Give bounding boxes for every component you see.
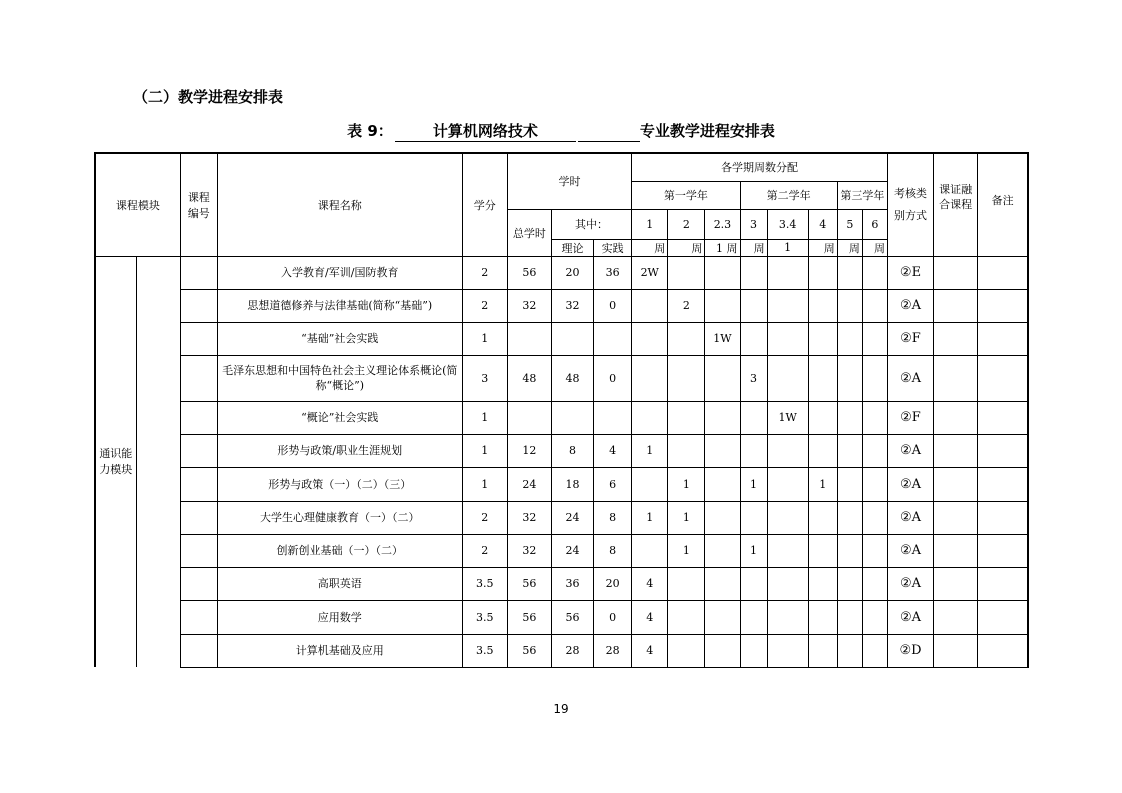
semester-s1: 1 [632,434,668,467]
cert-cell [934,501,978,534]
header-year2: 第二学年 [740,181,837,209]
exam-type: ②A [887,534,933,567]
course-practice-hours: 6 [594,467,632,501]
semester-s2 [668,600,705,634]
exam-type: ②A [887,600,933,634]
header-sem-2-3: 2.3 [705,209,740,239]
course-practice-hours [594,401,632,434]
semester-s5 [837,634,862,667]
table-row [95,534,1028,567]
course-practice-hours: 8 [594,534,632,567]
semester-s4 [808,634,837,667]
header-year3: 第三学年 [837,181,887,209]
course-credits: 3.5 [462,634,507,667]
course-theory-hours: 56 [551,600,593,634]
course-total-hours: 32 [507,534,551,567]
semester-s34: 1W [767,401,808,434]
semester-s23 [705,600,740,634]
course-total-hours: 56 [507,256,551,289]
semester-s23 [705,289,740,322]
header-code: 课程编号 [180,153,217,256]
semester-s6 [862,567,887,600]
semester-s4: 1 [808,467,837,501]
semester-s3 [740,256,767,289]
semester-s34 [767,289,808,322]
semester-s6 [862,467,887,501]
notes-cell [978,256,1028,289]
exam-type: ②F [887,401,933,434]
semester-s23 [705,567,740,600]
semester-s1 [632,289,668,322]
semester-s3 [740,401,767,434]
semester-s3 [740,434,767,467]
semester-s3 [740,501,767,534]
course-credits: 3 [462,355,507,401]
semester-s1: 4 [632,600,668,634]
semester-s1 [632,355,668,401]
course-theory-hours: 28 [551,634,593,667]
course-code [180,600,217,634]
week-label-6: 周 [862,239,887,256]
course-code [180,355,217,401]
course-name: “概论”社会实践 [217,401,462,434]
semester-s5 [837,355,862,401]
course-practice-hours: 0 [594,289,632,322]
exam-type: ②A [887,434,933,467]
semester-s5 [837,534,862,567]
exam-type: ②A [887,467,933,501]
notes-cell [978,534,1028,567]
semester-s2 [668,322,705,355]
semester-s34 [767,256,808,289]
notes-cell [978,401,1028,434]
semester-s34 [767,567,808,600]
semester-s5 [837,256,862,289]
semester-s23 [705,634,740,667]
course-credits: 3.5 [462,600,507,634]
semester-s34 [767,322,808,355]
semester-s6 [862,289,887,322]
semester-s2 [668,567,705,600]
semester-s5 [837,467,862,501]
course-code [180,434,217,467]
header-year1: 第一学年 [632,181,740,209]
course-code [180,501,217,534]
week-label-2-3: 1 周 [705,239,740,256]
header-hours: 学时 [507,153,631,209]
header-sem-3-4: 3.4 [767,209,808,239]
semester-s3 [740,567,767,600]
semester-s4 [808,434,837,467]
table-row [95,355,1028,401]
semester-s5 [837,567,862,600]
cert-cell [934,534,978,567]
semester-s6 [862,434,887,467]
course-practice-hours: 28 [594,634,632,667]
table-body [95,256,1028,667]
cert-cell [934,434,978,467]
semester-s1: 4 [632,567,668,600]
cert-cell [934,401,978,434]
header-sem-3: 3 [740,209,767,239]
cert-cell [934,567,978,600]
table-row [95,600,1028,634]
table-row [95,434,1028,467]
week-label-4: 周 [808,239,837,256]
course-code [180,467,217,501]
header-sem-4: 4 [808,209,837,239]
week-label-3-4: 1 [767,239,808,256]
exam-type: ②D [887,634,933,667]
course-theory-hours: 32 [551,289,593,322]
header-cert: 课证融合课程 [934,153,978,256]
notes-cell [978,467,1028,501]
semester-s2: 1 [668,534,705,567]
semester-s3 [740,600,767,634]
header-distribution: 各学期周数分配 [632,153,888,181]
table-row [95,256,1028,289]
course-total-hours: 24 [507,467,551,501]
course-total-hours: 56 [507,567,551,600]
course-name: 大学生心理健康教育（一）（二） [217,501,462,534]
semester-s4 [808,501,837,534]
course-theory-hours: 24 [551,534,593,567]
course-theory-hours: 48 [551,355,593,401]
table-row [95,501,1028,534]
semester-s23 [705,401,740,434]
cert-cell [934,634,978,667]
semester-s6 [862,600,887,634]
course-practice-hours [594,322,632,355]
semester-s2 [668,401,705,434]
course-code [180,534,217,567]
semester-s34 [767,634,808,667]
course-credits: 1 [462,322,507,355]
course-credits: 1 [462,434,507,467]
semester-s5 [837,600,862,634]
page-number: 19 [553,702,569,716]
caption-prefix: 表 9： [347,122,393,140]
semester-s23 [705,355,740,401]
semester-s5 [837,401,862,434]
course-practice-hours: 0 [594,600,632,634]
course-credits: 2 [462,534,507,567]
semester-s34 [767,467,808,501]
header-theory: 理论 [551,239,593,256]
semester-s34 [767,434,808,467]
semester-s34 [767,355,808,401]
notes-cell [978,501,1028,534]
course-code [180,634,217,667]
course-practice-hours: 0 [594,355,632,401]
exam-type: ②A [887,355,933,401]
header-sem-1: 1 [632,209,668,239]
semester-s34 [767,501,808,534]
header-of-which: 其中： [551,209,631,239]
course-total-hours [507,401,551,434]
semester-s3: 1 [740,467,767,501]
semester-s5 [837,289,862,322]
course-practice-hours: 36 [594,256,632,289]
exam-type: ②A [887,501,933,534]
exam-type: ②A [887,289,933,322]
week-label-5: 周 [837,239,862,256]
week-label-1: 周 [632,239,668,256]
semester-s2 [668,434,705,467]
semester-s6 [862,401,887,434]
semester-s6 [862,534,887,567]
semester-s34 [767,534,808,567]
header-exam: 考核类别方式 [887,153,933,256]
course-name: 应用数学 [217,600,462,634]
course-code [180,322,217,355]
semester-s3: 3 [740,355,767,401]
semester-s1: 2W [632,256,668,289]
header-sem-2: 2 [668,209,705,239]
course-credits: 3.5 [462,567,507,600]
semester-s3: 1 [740,534,767,567]
course-theory-hours [551,322,593,355]
semester-s3 [740,289,767,322]
cert-cell [934,467,978,501]
semester-s5 [837,434,862,467]
course-credits: 2 [462,289,507,322]
course-name: 毛泽东思想和中国特色社会主义理论体系概论(简称“概论”) [217,355,462,401]
cert-cell [934,600,978,634]
semester-s2: 2 [668,289,705,322]
course-theory-hours: 18 [551,467,593,501]
semester-s34 [767,600,808,634]
week-label-3: 周 [740,239,767,256]
semester-s5 [837,322,862,355]
course-credits: 1 [462,401,507,434]
header-practice: 实践 [594,239,632,256]
caption-suffix: 专业教学进程安排表 [639,122,775,140]
course-total-hours: 32 [507,501,551,534]
semester-s6 [862,501,887,534]
course-credits: 2 [462,501,507,534]
table-row [95,634,1028,667]
course-total-hours: 48 [507,355,551,401]
course-theory-hours: 20 [551,256,593,289]
cert-cell [934,256,978,289]
course-practice-hours: 20 [594,567,632,600]
week-label-2: 周 [668,239,705,256]
course-total-hours: 56 [507,600,551,634]
caption-underline-tail [578,125,640,142]
course-code [180,256,217,289]
course-code [180,289,217,322]
course-credits: 2 [462,256,507,289]
table-row [95,467,1028,501]
notes-cell [978,289,1028,322]
semester-s4 [808,322,837,355]
course-name: 形势与政策/职业生涯规划 [217,434,462,467]
semester-s3 [740,322,767,355]
course-name: 高职英语 [217,567,462,600]
semester-s2: 1 [668,501,705,534]
notes-cell [978,634,1028,667]
semester-s23 [705,467,740,501]
course-name: 入学教育/军训/国防教育 [217,256,462,289]
semester-s1 [632,401,668,434]
course-name: 创新创业基础（一）（二） [217,534,462,567]
header-notes: 备注 [978,153,1028,256]
course-total-hours: 56 [507,634,551,667]
semester-s23: 1W [705,322,740,355]
semester-s23 [705,256,740,289]
course-total-hours: 12 [507,434,551,467]
semester-s1 [632,534,668,567]
semester-s4 [808,355,837,401]
semester-s3 [740,634,767,667]
course-practice-hours: 8 [594,501,632,534]
table-row [95,289,1028,322]
course-theory-hours: 8 [551,434,593,467]
semester-s4 [808,567,837,600]
course-practice-hours: 4 [594,434,632,467]
course-theory-hours [551,401,593,434]
notes-cell [978,355,1028,401]
notes-cell [978,567,1028,600]
notes-cell [978,322,1028,355]
module-name: 通识能力模块 [95,256,136,667]
course-name: 思想道德修养与法律基础(简称“基础”) [217,289,462,322]
semester-s6 [862,322,887,355]
semester-s5 [837,501,862,534]
course-name: “基础”社会实践 [217,322,462,355]
table-row [95,401,1028,434]
cert-cell [934,322,978,355]
semester-s1 [632,322,668,355]
notes-cell [978,600,1028,634]
table-row [95,567,1028,600]
semester-s4 [808,401,837,434]
table-row [95,322,1028,355]
submodule-cell [136,256,180,667]
header-name: 课程名称 [217,153,462,256]
course-name: 计算机基础及应用 [217,634,462,667]
semester-s4 [808,256,837,289]
caption-major: 计算机网络技术 [395,120,576,142]
semester-s1 [632,467,668,501]
semester-s2 [668,256,705,289]
semester-s6 [862,634,887,667]
semester-s23 [705,434,740,467]
teaching-plan-table [94,152,1029,668]
section-heading: （二）教学进程安排表 [133,88,284,106]
semester-s6 [862,355,887,401]
notes-cell [978,434,1028,467]
header-total-hours: 总学时 [507,209,551,256]
semester-s2 [668,634,705,667]
header-credits: 学分 [462,153,507,256]
semester-s23 [705,534,740,567]
semester-s2: 1 [668,467,705,501]
semester-s4 [808,600,837,634]
semester-s4 [808,534,837,567]
course-total-hours [507,322,551,355]
header-module: 课程模块 [95,153,180,256]
cert-cell [934,289,978,322]
semester-s1: 1 [632,501,668,534]
exam-type: ②E [887,256,933,289]
cert-cell [934,355,978,401]
exam-type: ②A [887,567,933,600]
semester-s23 [705,501,740,534]
course-credits: 1 [462,467,507,501]
header-sem-5: 5 [837,209,862,239]
semester-s4 [808,289,837,322]
course-theory-hours: 36 [551,567,593,600]
course-code [180,567,217,600]
course-total-hours: 32 [507,289,551,322]
table-caption [0,120,1122,142]
header-sem-6: 6 [862,209,887,239]
exam-type: ②F [887,322,933,355]
semester-s2 [668,355,705,401]
course-name: 形势与政策（一）（二）（三） [217,467,462,501]
semester-s6 [862,256,887,289]
course-theory-hours: 24 [551,501,593,534]
course-code [180,401,217,434]
semester-s1: 4 [632,634,668,667]
